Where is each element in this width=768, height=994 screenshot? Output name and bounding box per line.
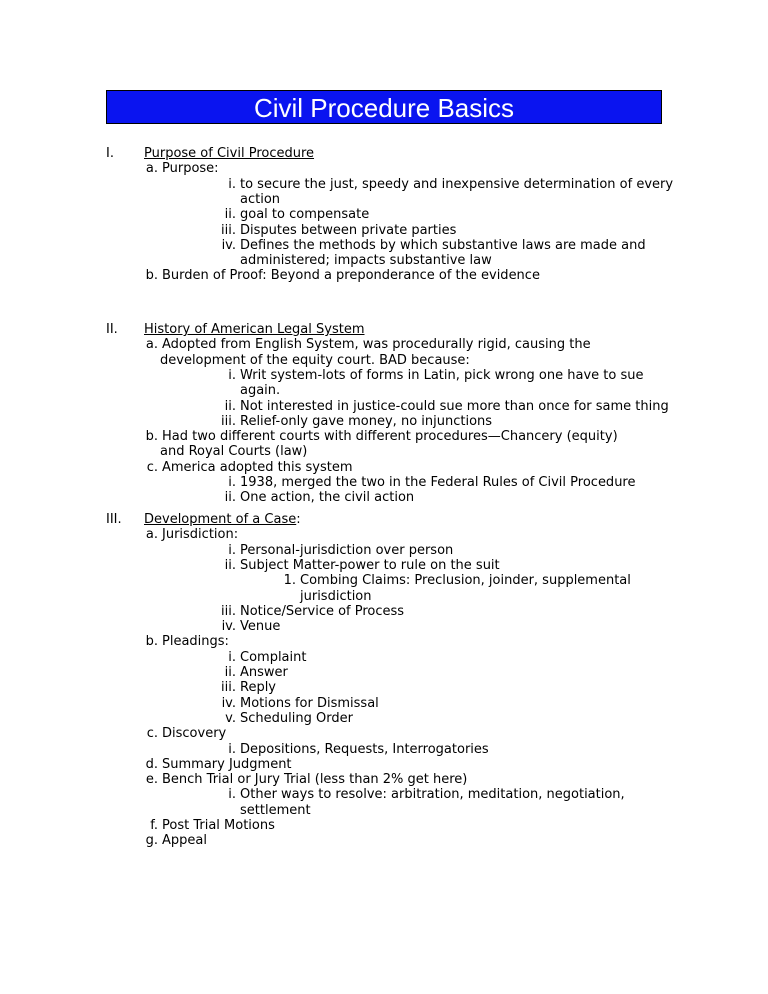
list-item-continuation: action [240,191,281,207]
list-item-text: Subject Matter-power to rule on the suit [240,557,500,573]
section-heading [144,322,365,337]
list-item-text: 1938, merged the two in the Federal Rules of Civil Procedure [240,475,636,490]
section-numeral: II. [106,322,118,337]
section-heading-text: Purpose of Civil Procedure [144,146,315,161]
list-item-continuation: development of the equity court. BAD because: [160,352,470,368]
list-marker: g. [145,833,158,849]
section-numeral: III. [106,512,122,527]
list-marker: c. [146,459,158,475]
list-item-text: Venue [240,619,281,635]
list-item-text: Adopted from English System, was procedurally rigid, causing the [162,337,591,353]
list-item-continuation: settlement [240,802,311,818]
list-item-text: Scheduling Order [240,710,353,726]
list-marker: c. [146,726,158,742]
list-marker: v. [225,710,236,726]
list-marker: i. [228,787,236,803]
list-marker: ii. [224,490,236,506]
list-marker: i. [228,649,236,665]
list-item-text: Not interested in justice-could sue more than once for same thing [240,398,669,414]
list-marker: a. [145,337,158,353]
list-item-text: America adopted this system [162,459,353,475]
list-marker: d. [145,756,158,772]
section-heading [144,512,301,527]
list-marker: a. [145,161,158,177]
list-item-text: One action, the civil action [240,490,415,506]
list-item-text: Appeal [162,833,207,849]
list-item-text: Defines the methods by which substantive laws are made and [240,237,646,253]
list-marker: ii. [224,557,236,573]
list-marker: a. [145,527,158,543]
section-numeral: I. [106,146,114,161]
list-item-text: Burden of Proof: Beyond a preponderance of the evidence [162,268,540,284]
list-item-text: Reply [240,680,277,696]
list-item-text: Purpose: [162,161,219,177]
list-item-continuation: again. [240,383,281,399]
section-heading-text: History of American Legal System [144,322,365,337]
list-item-text: Personal-jurisdiction over person [240,542,454,558]
list-marker: iv. [221,695,236,711]
list-item-text: Bench Trial or Jury Trial (less than 2% get here) [162,772,468,788]
list-item-text: Writ system-lots of forms in Latin, pick wrong one have to sue [240,367,644,383]
list-item-text: Motions for Dismissal [240,695,379,711]
list-item-text: Discovery [162,726,227,742]
list-item-text: to secure the just, speedy and inexpensive determination of every [240,176,674,192]
list-item-text: Summary Judgment [162,756,292,772]
list-item-text: Relief-only gave money, no injunctions [240,413,493,429]
list-item-text: Depositions, Requests, Interrogatories [240,741,489,757]
list-item-text: Had two different courts with different procedures—Chancery (equity) [162,429,618,445]
list-marker: ii. [224,398,236,414]
list-marker: b. [145,634,158,650]
list-item-text: Disputes between private parties [240,222,457,238]
list-item-text: Answer [240,665,288,680]
list-item-text: Combing Claims: Preclusion, joinder, supplemental [300,573,631,589]
list-item-text: goal to compensate [240,207,370,223]
list-item-text: Notice/Service of Process [240,603,405,619]
list-marker: i. [228,176,236,192]
list-marker: ii. [224,207,236,223]
list-item-continuation: administered; impacts substantive law [240,253,492,269]
list-marker: iii. [221,413,236,429]
document-title: Civil Procedure Basics [106,90,662,124]
list-marker: i. [228,367,236,383]
list-marker: i. [228,475,236,490]
list-marker: i. [228,542,236,558]
list-item-text: Other ways to resolve: arbitration, meditation, negotiation, [240,787,625,803]
list-item-text: Complaint [240,649,307,665]
list-item-text: Jurisdiction: [162,527,239,543]
list-marker: f. [150,818,158,833]
list-item-continuation: and Royal Courts (law) [160,444,308,460]
section-heading [144,146,314,161]
list-marker: iv. [221,237,236,253]
section-heading-suffix: : [296,512,301,527]
list-marker: iii. [221,222,236,238]
list-item-continuation: jurisdiction [300,588,372,604]
list-marker: e. [145,772,158,788]
list-marker: i. [228,741,236,757]
list-marker: iii. [221,680,236,696]
section-heading-text: Development of a Case [144,512,297,527]
list-marker: b. [145,268,158,284]
list-item-text: Pleadings: [162,634,229,650]
list-item-text: Post Trial Motions [162,818,275,833]
list-marker: iv. [221,619,236,635]
list-marker: 1. [283,573,296,589]
list-marker: b. [145,429,158,445]
list-marker: iii. [221,603,236,619]
list-marker: ii. [224,665,236,680]
